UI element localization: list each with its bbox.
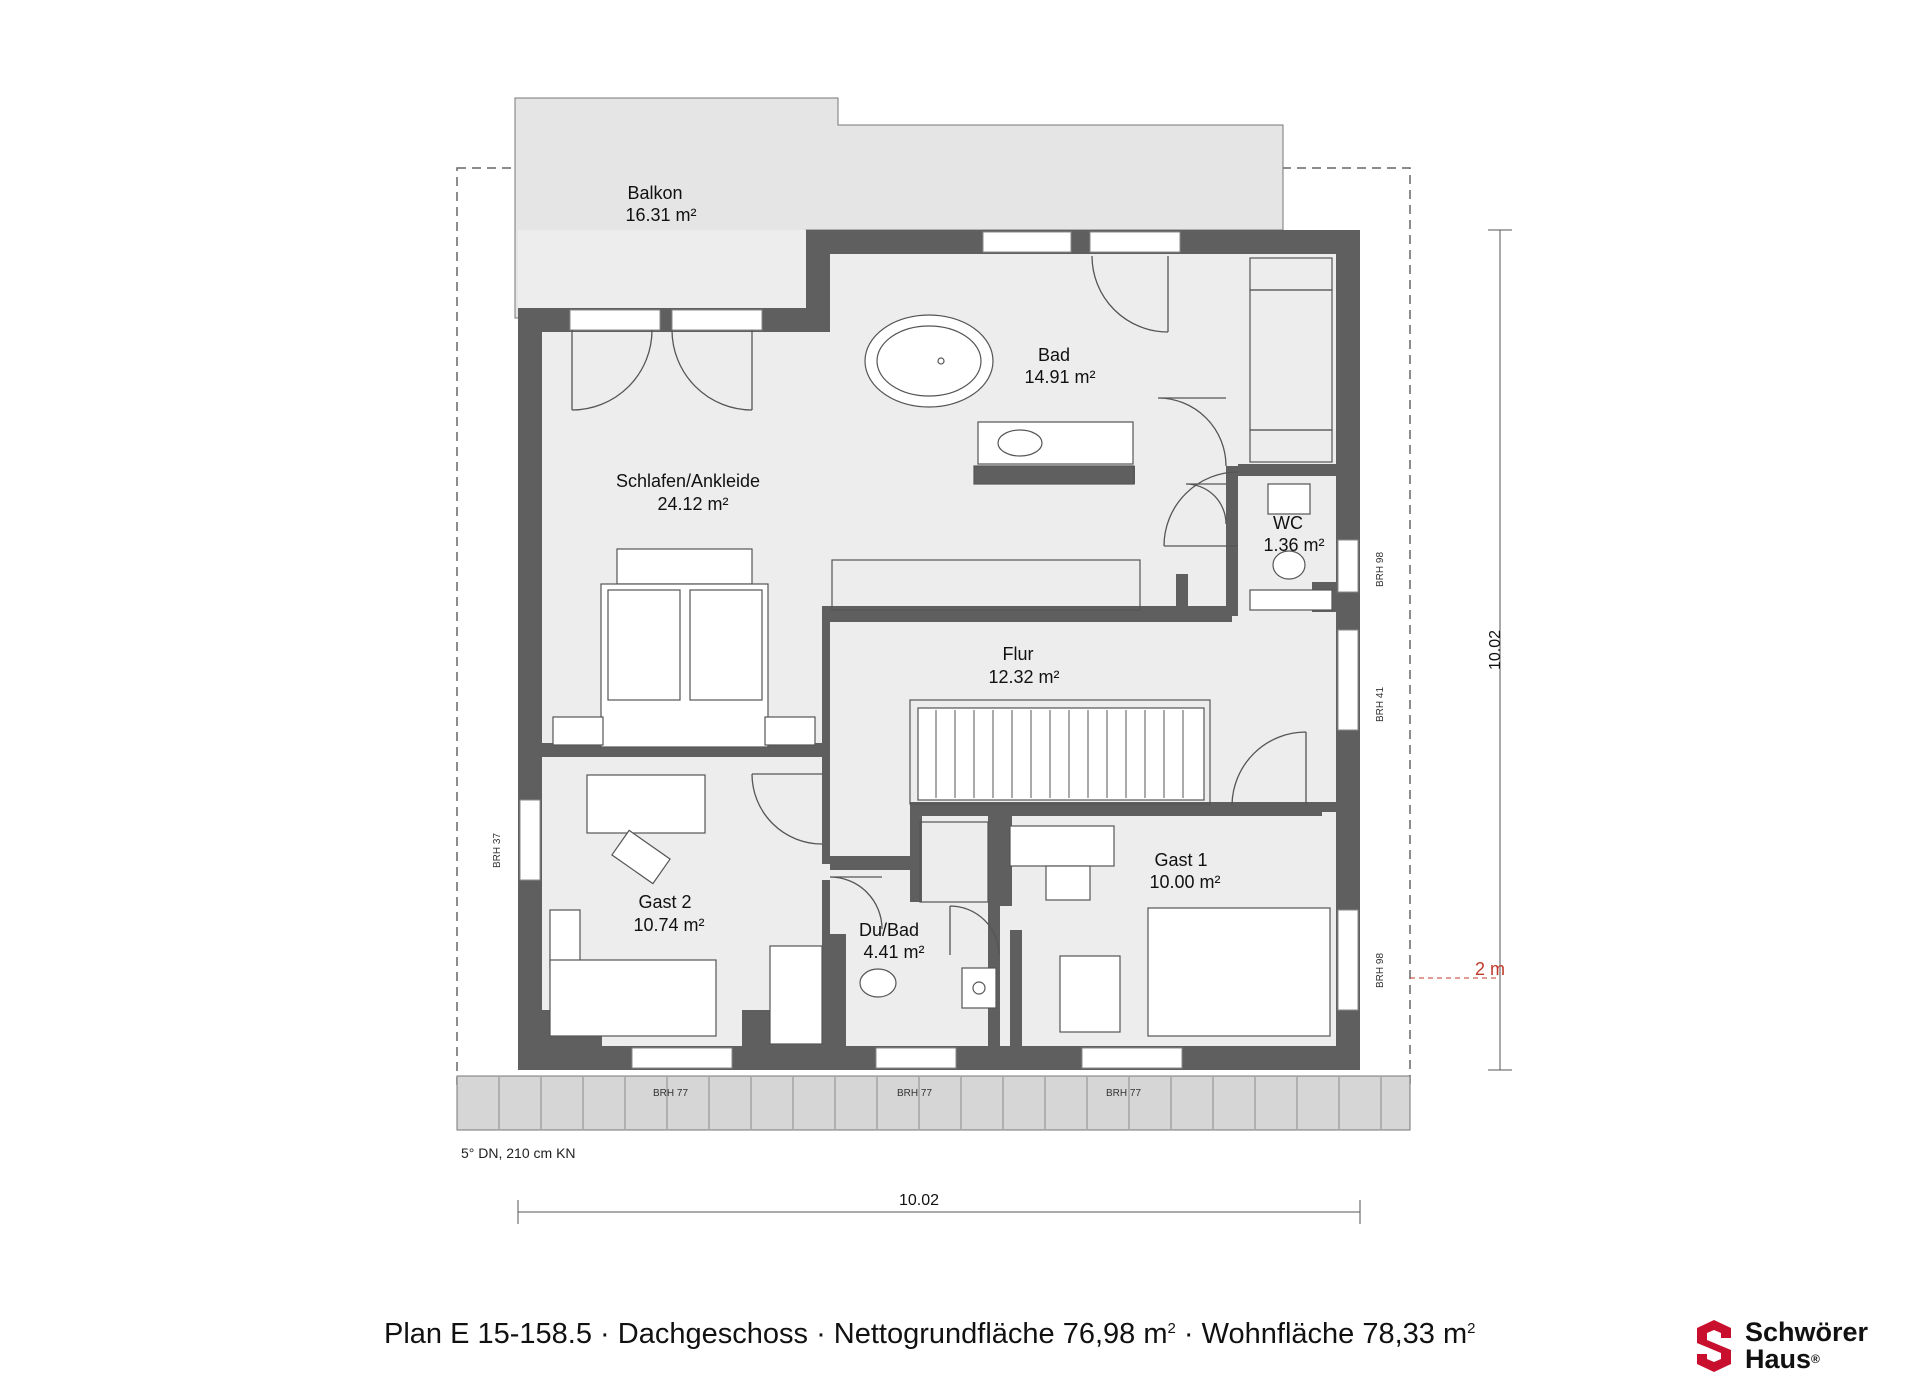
caption-net-area-sup: 2 xyxy=(1167,1320,1176,1337)
logo-line2: Haus xyxy=(1745,1344,1812,1374)
caption-living-area-sup: 2 xyxy=(1467,1320,1476,1337)
logo-reg: ® xyxy=(1811,1352,1820,1366)
caption-sep-2: · xyxy=(816,1318,826,1350)
balkon-area: 16.31 m² xyxy=(625,205,697,225)
schwoerer-haus-logo xyxy=(1693,1319,1868,1373)
roof-marker-label: 2 m xyxy=(1475,959,1506,979)
plan-caption xyxy=(384,1318,1475,1351)
brh41-label: BRH 41 xyxy=(1375,686,1386,722)
caption-sep-3: · xyxy=(1183,1318,1194,1350)
schlafen-name: Schlafen/Ankleide xyxy=(615,471,761,491)
roof-note: 5° DN, 210 cm KN xyxy=(461,1145,576,1161)
dubad-name: Du/Bad xyxy=(858,920,920,940)
gast2-area: 10.74 m² xyxy=(633,915,705,935)
brh77-right-label: BRH 77 xyxy=(1106,1088,1142,1099)
logo-mark-icon xyxy=(1693,1320,1735,1372)
brh98-bottom-label: BRH 98 xyxy=(1375,952,1386,988)
bad-area: 14.91 m² xyxy=(1024,367,1096,387)
caption-sep-1: · xyxy=(600,1318,610,1350)
gast1-name: Gast 1 xyxy=(1154,850,1208,870)
wc-area: 1.36 m² xyxy=(1263,535,1325,555)
height-dimension-label: 10.02 xyxy=(1487,629,1504,671)
brh77-mid-label: BRH 77 xyxy=(897,1088,933,1099)
caption-net-area: Nettogrundfläche 76,98 m xyxy=(833,1318,1168,1350)
brh37-label: BRH 37 xyxy=(492,832,503,868)
brh77-left-label: BRH 77 xyxy=(653,1088,689,1099)
caption-floor: Dachgeschoss xyxy=(617,1318,808,1350)
schlafen-area: 24.12 m² xyxy=(657,494,729,514)
caption-living-area: Wohnfläche 78,33 m xyxy=(1201,1318,1468,1350)
width-dimension-label: 10.02 xyxy=(898,1192,940,1209)
dubad-area: 4.41 m² xyxy=(863,942,925,962)
bad-name: Bad xyxy=(1037,345,1071,365)
logo-text xyxy=(1745,1319,1868,1373)
logo-line2-wrap xyxy=(1745,1346,1868,1373)
roof-band xyxy=(457,1076,1410,1130)
vanity-icon xyxy=(974,422,1134,484)
brh98-top-label: BRH 98 xyxy=(1375,551,1386,587)
gast2-name: Gast 2 xyxy=(638,892,692,912)
logo-line1: Schwörer xyxy=(1745,1317,1869,1347)
caption-plan: Plan E 15-158.5 xyxy=(384,1318,592,1350)
flur-name: Flur xyxy=(1002,644,1034,664)
gast1-area: 10.00 m² xyxy=(1149,872,1221,892)
flur-area: 12.32 m² xyxy=(988,667,1060,687)
balkon-name: Balkon xyxy=(627,183,683,203)
wc-name: WC xyxy=(1273,513,1303,533)
